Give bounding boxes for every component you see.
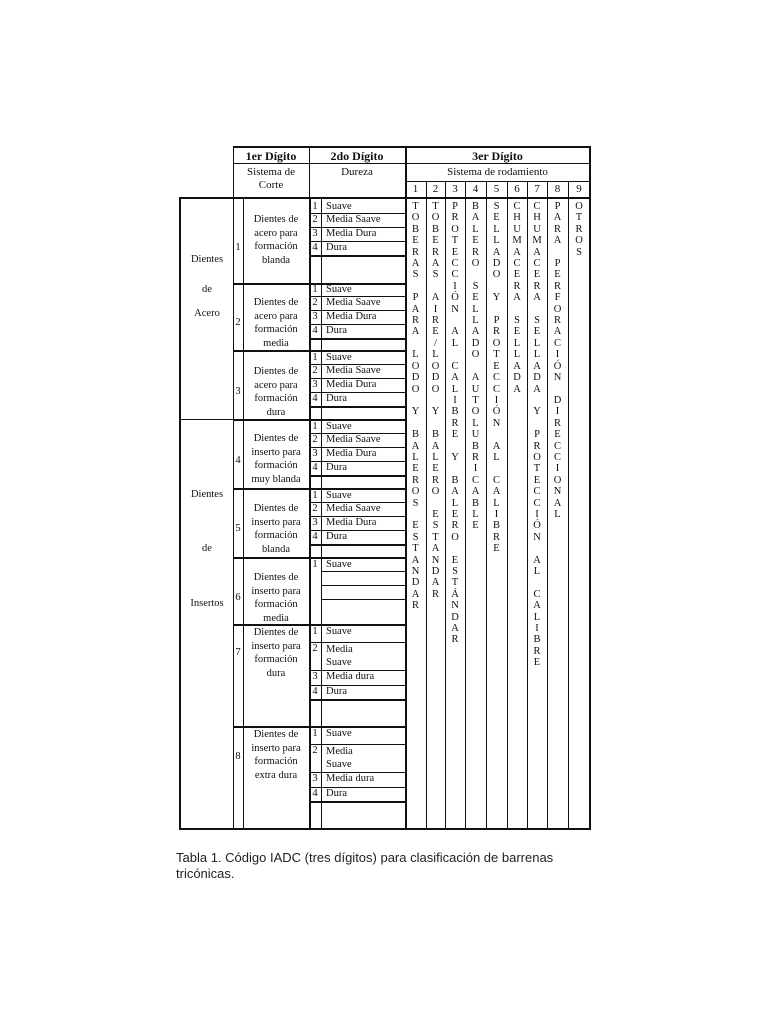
hardness-number: 4: [312, 462, 318, 473]
bearing-column-8-label: P A R A P E R F O R A C I Ó N D I R E C C I O N A L: [553, 201, 562, 520]
table-caption: Tabla 1. Código IADC (tres dígitos) para clasificación de barrenas tricónicas.: [176, 850, 554, 881]
cutting-system-description: Dientes de inserto para formación media: [251, 572, 301, 624]
hardness-number: 2: [312, 503, 318, 514]
cutting-system-number: 3: [235, 385, 241, 397]
header-sistema-rodamiento: Sistema de rodamiento: [447, 166, 548, 178]
cutting-system-number: 4: [235, 455, 241, 466]
hardness-label: Suave: [326, 421, 352, 432]
hardness-empty-rule: [321, 571, 405, 572]
hardness-number: 2: [312, 434, 318, 445]
group-insertos-label: Dientes: [190, 489, 224, 500]
hardness-number: 3: [312, 448, 318, 459]
table-bottom-rule: [179, 828, 591, 830]
hardness-label: Dura: [326, 393, 347, 404]
hardness-empty-rule: [321, 599, 405, 600]
bearing-number-4: 4: [472, 183, 479, 195]
hardness-block-rule: [309, 475, 405, 477]
hardness-empty-rule: [321, 585, 405, 586]
header-digit-rule: [233, 163, 590, 164]
hardness-label: Dura: [326, 325, 347, 336]
hardness-number: 1: [312, 284, 318, 295]
hardness-block-rule: [309, 338, 405, 340]
bearing-title-rule: [405, 181, 590, 182]
bearing-number-9: 9: [576, 183, 582, 195]
hardness-number: 2: [312, 297, 318, 308]
group-acero-label: de: [202, 284, 212, 295]
hardness-label: Media Dura: [326, 448, 377, 459]
hardness-number: 3: [312, 228, 318, 239]
bearing-col-rule: [568, 181, 569, 830]
hardness-label: Media Saave: [326, 214, 381, 225]
group-separator-rule: [179, 419, 233, 420]
bearing-column-7-label: C H U M A C E R A S E L L A D A Y P R O T E C C I Ó N A L C A L I B R E: [532, 201, 542, 669]
hardness-number: 4: [312, 531, 318, 542]
group-col-rule: [233, 197, 234, 830]
hardness-label: Suave: [326, 490, 352, 501]
bearing-column-1-label: T O B E R A S P A R A L O D O Y B A L E R O S E S T A N D A R: [411, 201, 420, 612]
hardness-number: 1: [312, 421, 318, 432]
hardness-label: Media Dura: [326, 228, 377, 239]
hardness-number: 1: [312, 201, 318, 212]
cutting-system-number: 5: [235, 522, 241, 534]
hardness-num-rule: [321, 197, 322, 830]
hardness-label: Media Saave: [326, 297, 381, 308]
hardness-number: 2: [312, 745, 318, 756]
hardness-label: Dura: [326, 686, 347, 697]
hardness-number: 4: [312, 325, 318, 336]
header-dureza: Dureza: [341, 166, 373, 178]
hardness-label: Dura: [326, 788, 347, 799]
hardness-block-rule: [309, 406, 405, 408]
hardness-label: Media Suave: [326, 746, 353, 770]
cut-num-rule: [243, 197, 244, 830]
cutting-system-description: Dientes de acero para formación media: [253, 297, 299, 349]
body-top-rule: [179, 197, 405, 199]
group-insertos-label: Insertos: [190, 598, 224, 609]
bearing-column-2-label: T O B E R A S A I R E / L O D O Y B A L E R O E S T A N D A R: [431, 201, 440, 600]
cutting-system-number: 1: [235, 242, 241, 253]
cutting-system-description: Dientes de acero para formación blanda: [253, 214, 299, 266]
hardness-label: Media Saave: [326, 503, 381, 514]
hardness-number: 1: [312, 490, 318, 501]
cutting-system-number: 2: [235, 316, 241, 328]
cutting-system-description: Dientes de inserto para formación dura: [251, 627, 301, 679]
hardness-label: Suave: [326, 284, 352, 295]
cutting-system-number: 7: [235, 647, 241, 658]
hardness-number: 3: [312, 379, 318, 390]
group-acero-label: Acero: [194, 308, 220, 319]
group-acero-label: Dientes: [190, 254, 224, 265]
bearing-column-4-label: B A L E R O S E L L A D O A U T O L U B R I C A B L E: [471, 201, 480, 532]
bearing-number-2: 2: [432, 183, 439, 195]
bearing-number-3: 3: [452, 183, 458, 195]
hardness-label: Media Dura: [326, 379, 377, 390]
hardness-number: 4: [312, 686, 318, 697]
iadc-table: [179, 146, 591, 830]
hardness-number: 1: [312, 352, 318, 363]
hardness-label: Dura: [326, 531, 347, 542]
header-digit-2: 2do Dígito: [330, 149, 384, 163]
hardness-number: 4: [312, 788, 318, 799]
hardness-block-rule: [309, 801, 405, 803]
hardness-block-rule: [309, 699, 405, 701]
cutting-system-description: Dientes de inserto para formación extra dura: [251, 729, 301, 781]
hardness-label: Media Dura: [326, 517, 377, 528]
hardness-number: 2: [312, 365, 318, 376]
cutting-system-number: 6: [235, 591, 241, 603]
hardness-label: Dura: [326, 462, 347, 473]
hardness-label: Suave: [326, 559, 352, 570]
hardness-label: Dura: [326, 242, 347, 253]
bearing-number-rule: [405, 197, 590, 199]
hardness-label: Media Suave: [326, 644, 353, 668]
hardness-number: 1: [312, 559, 318, 570]
hardness-label: Media Saave: [326, 365, 381, 376]
hardness-label: Media Dura: [326, 311, 377, 322]
hardness-label: Media dura: [326, 671, 375, 682]
bearing-number-7: 7: [534, 183, 540, 195]
hardness-number: 1: [312, 728, 318, 739]
bearing-number-1: 1: [412, 183, 419, 195]
header-top-rule: [233, 146, 590, 148]
hardness-block-rule: [309, 544, 405, 546]
bearing-column-3-label: P R O T E C C I Ó N A L C A L I B R E Y B A L E R O E S T Á N D A R: [451, 201, 459, 646]
hardness-number: 3: [312, 773, 318, 784]
hardness-number: 3: [312, 517, 318, 528]
hardness-label: Suave: [326, 728, 352, 739]
cutting-system-description: Dientes de inserto para formación muy blanda: [251, 433, 301, 485]
group-insertos-label: de: [202, 543, 212, 554]
hardness-number: 4: [312, 393, 318, 404]
hardness-label: Suave: [326, 626, 352, 637]
cutting-system-description: Dientes de acero para formación dura: [253, 366, 299, 418]
hardness-number: 3: [312, 311, 318, 322]
hardness-label: Suave: [326, 352, 352, 363]
bearing-column-6-label: C H U M A C E R A S E L L A D A: [512, 201, 522, 395]
header-sistema-corte: Sistema de Corte: [247, 166, 295, 191]
bearing-number-6: 6: [514, 183, 520, 195]
bearing-column-9-label: O T R O S: [575, 201, 583, 258]
bearing-column-5-label: S E L L A D O Y P R O T E C C I Ó N A L C A L I B R E: [492, 201, 501, 555]
header-digit-3: 3er Dígito: [472, 149, 523, 163]
cutting-system-number: 8: [235, 751, 241, 762]
bearing-number-8: 8: [554, 183, 561, 195]
hardness-number: 3: [312, 671, 318, 682]
header-digit-1: 1er Dígito: [245, 149, 297, 163]
hardness-number: 4: [312, 242, 318, 253]
hardness-label: Media dura: [326, 773, 375, 784]
hardness-label: Media Saave: [326, 434, 381, 445]
hardness-label: Suave: [326, 201, 352, 212]
hardness-number: 2: [312, 643, 318, 654]
hardness-number: 1: [312, 626, 318, 637]
bearing-number-5: 5: [493, 183, 500, 195]
hardness-block-rule: [309, 255, 405, 257]
cutting-system-description: Dientes de inserto para formación blanda: [251, 503, 301, 555]
hardness-number: 2: [312, 214, 318, 225]
